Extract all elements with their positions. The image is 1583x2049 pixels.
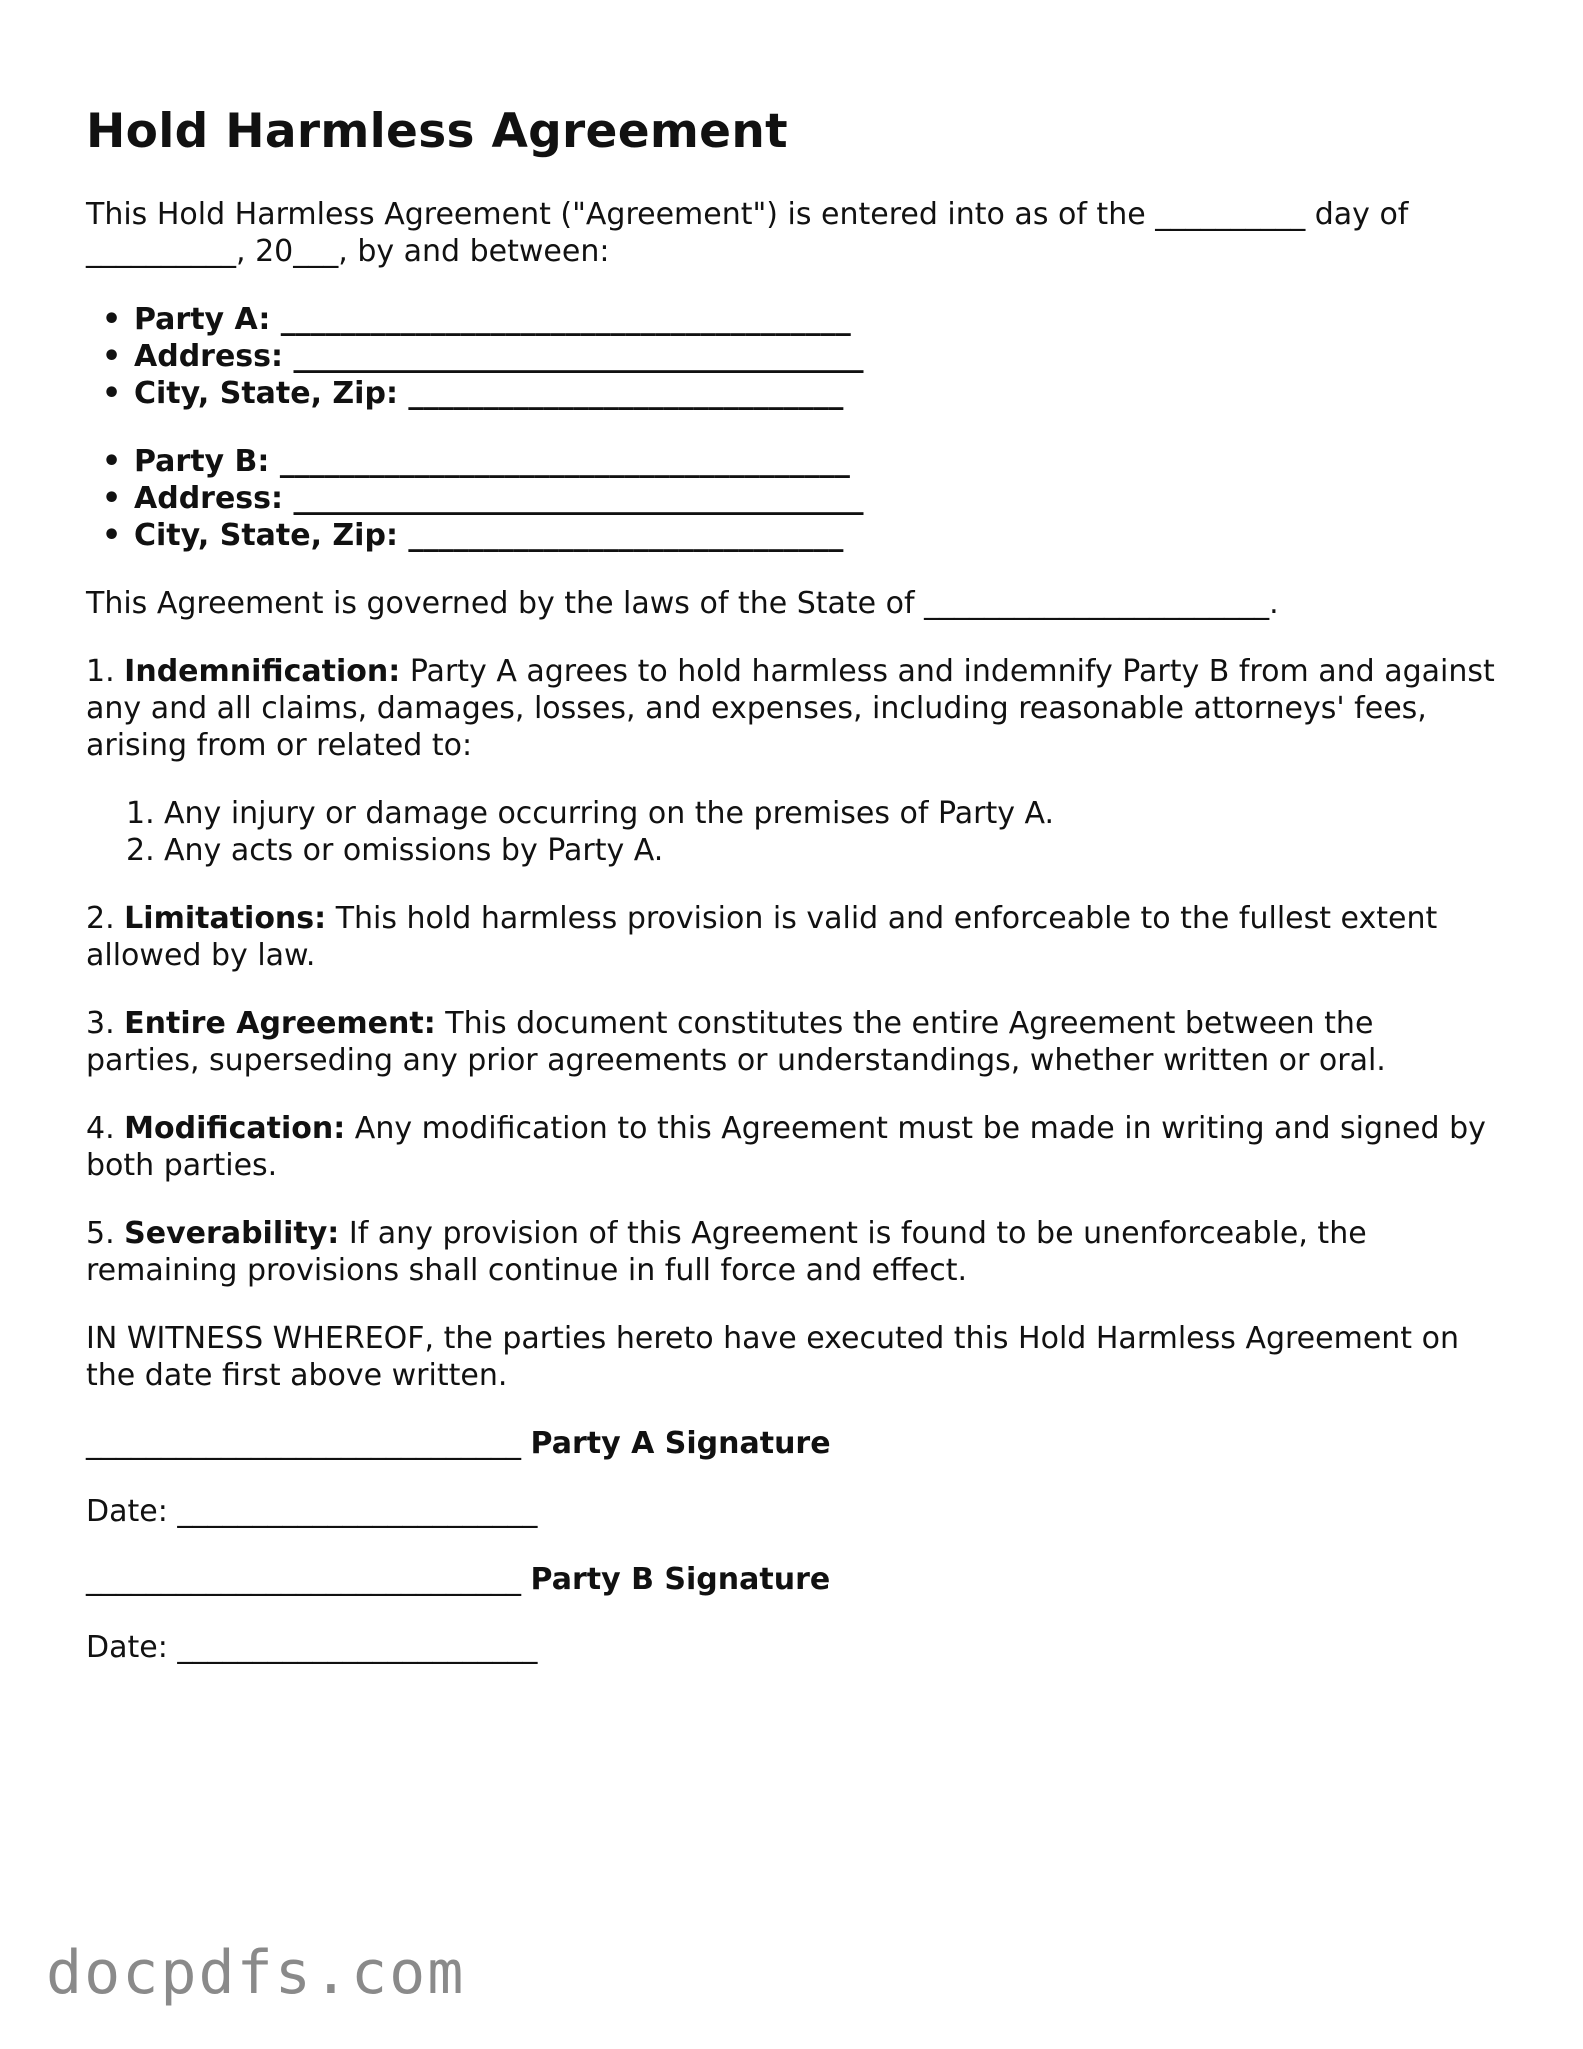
watermark: docpdfs.com: [46, 1938, 466, 2008]
bullet-icon: •: [102, 302, 122, 337]
section-text: Party A agrees to hold harmless and indemnify Party B from and against any and all claims, damages, losses, and expenses, including reasonable attorneys' fees, arising from or related to:: [86, 654, 1495, 763]
section-severability: [86, 1215, 1496, 1289]
list-text: Any acts or omissions by Party A.: [164, 833, 664, 868]
party-a-address-field: [102, 338, 1496, 375]
bullet-icon: •: [102, 444, 122, 479]
section-heading: Severability:: [124, 1216, 340, 1251]
signature-blank: _____________________________: [86, 1426, 521, 1461]
section-modification: [86, 1110, 1496, 1184]
section-heading: Indemnification:: [124, 654, 401, 689]
field-label: City, State, Zip:: [134, 518, 398, 553]
party-b-name-field: [102, 443, 1496, 480]
party-b-address-field: [102, 480, 1496, 517]
field-label: Address:: [134, 339, 284, 374]
document-page: [86, 104, 1496, 1697]
document-title: Hold Harmless Agreement: [86, 104, 788, 159]
section-entire-agreement: [86, 1005, 1496, 1079]
date-label: Date:: [86, 1494, 168, 1529]
party-b-date-line: [86, 1629, 1496, 1666]
section-text: This hold harmless provision is valid and enforceable to the fullest extent allowed by law.: [86, 901, 1438, 973]
bullet-icon: •: [102, 518, 122, 553]
list-item: [126, 795, 1496, 832]
blank-line: ______________________________________: [280, 302, 851, 337]
bullet-icon: •: [102, 376, 122, 411]
signature-label: Party A Signature: [530, 1426, 831, 1461]
signature-blank: _____________________________: [86, 1562, 521, 1597]
field-label: Party B:: [134, 444, 270, 479]
section-number: 5.: [86, 1216, 115, 1251]
date-blank: ________________________: [177, 1630, 538, 1665]
section-heading: Entire Agreement:: [124, 1006, 436, 1041]
blank-line: ______________________________________: [293, 339, 864, 374]
blank-line: _____________________________: [408, 518, 844, 553]
party-a-name-field: [102, 301, 1496, 338]
section-limitations: [86, 900, 1496, 974]
bullet-icon: •: [102, 481, 122, 516]
list-item: [126, 832, 1496, 869]
date-label: Date:: [86, 1630, 168, 1665]
blank-line: ______________________________________: [293, 481, 864, 516]
party-a-signature-line: [86, 1425, 1496, 1462]
field-label: Address:: [134, 481, 284, 516]
section-heading: Limitations:: [124, 901, 327, 936]
party-a-city-field: [102, 375, 1496, 412]
section-heading: Modification:: [124, 1111, 346, 1146]
section-indemnification: [86, 653, 1496, 764]
intro-paragraph: This Hold Harmless Agreement ("Agreement") is entered into as of the __________ day of __________, 20___, by and between:: [86, 197, 1409, 269]
party-b-city-field: [102, 517, 1496, 554]
field-label: Party A:: [134, 302, 271, 337]
section-text: Any modification to this Agreement must be made in writing and signed by both parties.: [86, 1111, 1486, 1183]
party-a-details: [86, 301, 1496, 412]
section-text: This document constitutes the entire Agreement between the parties, superseding any prior agreements or understandings, whether written or oral.: [86, 1006, 1386, 1078]
party-b-signature-line: [86, 1561, 1496, 1598]
bullet-icon: •: [102, 339, 122, 374]
section-number: 3.: [86, 1006, 115, 1041]
party-b-details: [86, 443, 1496, 554]
field-label: City, State, Zip:: [134, 376, 398, 411]
party-a-date-line: [86, 1493, 1496, 1530]
blank-line: _____________________________: [408, 376, 844, 411]
governing-law-paragraph: This Agreement is governed by the laws of the State of _______________________.: [86, 586, 1279, 621]
indemnification-list: [86, 795, 1496, 869]
blank-line: ______________________________________: [279, 444, 850, 479]
list-number: 1.: [126, 796, 155, 831]
witness-paragraph: IN WITNESS WHEREOF, the parties hereto have executed this Hold Harmless Agreement on the date first above written.: [86, 1321, 1459, 1393]
section-number: 4.: [86, 1111, 115, 1146]
list-number: 2.: [126, 833, 155, 868]
list-text: Any injury or damage occurring on the premises of Party A.: [164, 796, 1055, 831]
date-blank: ________________________: [177, 1494, 538, 1529]
signature-label: Party B Signature: [530, 1562, 831, 1597]
section-number: 1.: [86, 654, 115, 689]
section-text: If any provision of this Agreement is found to be unenforceable, the remaining provisions shall continue in full force and effect.: [86, 1216, 1367, 1288]
section-number: 2.: [86, 901, 115, 936]
